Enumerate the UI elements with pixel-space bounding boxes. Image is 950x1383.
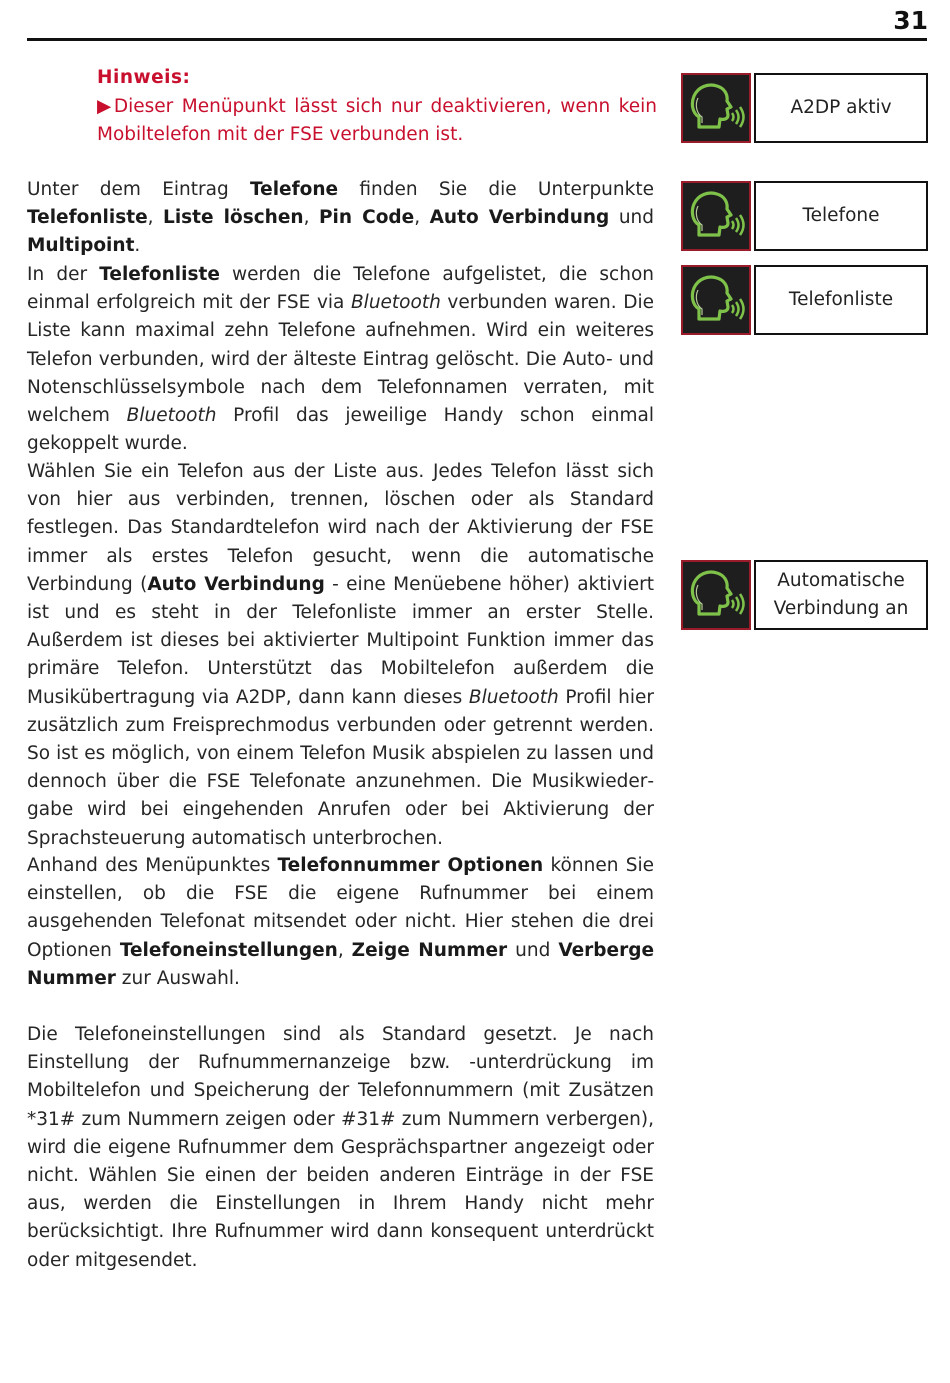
paragraph-3: Wählen Sie ein Telefon aus der Liste aus. Jedes Telefon lässt sich von hier aus verbinden, trennen, löschen oder als Standard festlegen. Das Standardtelefon wird nach der Aktivierung der FSE immer als erstes Telefon gesucht, wenn die automatische Verbindung (Auto Verbindung - eine Menüebene höher) aktiviert ist und es steht in der Telefonliste immer an erster Stelle. Außerdem ist dieses bei aktivierter Multipoint Funktion immer das primäre Telefon. Unterstützt das Mobiltelefon außerdem die Musikübertragung via A2DP, dann kann dieses Bluetooth Profil hier zusätzlich zum Freisprechmodus verbunden oder getrennt werden. So ist es möglich, von einem Telefon Musik abspielen zu lassen und dennoch über die FSE Telefonate anzunehmen. Die Musikwiedergabe wird bei eingehenden Anrufen oder bei Aktivierung der Sprachsteuerung automatisch unterbrochen.: [27, 461, 654, 849]
voice-head-icon: [681, 73, 751, 143]
menu-label: Automatische Verbindung an: [754, 560, 928, 630]
voice-head-icon: [681, 265, 751, 335]
hint-body: Dieser Menüpunkt lässt sich nur deaktivieren, wenn kein Mobiltelefon mit der FSE verbunden ist.: [97, 95, 657, 145]
triangle-right-icon: ▶: [97, 95, 114, 117]
paragraph-5: Die Telefoneinstellungen sind als Standard gesetzt. Je nach Einstellung der Rufnummernanzeige bzw. -unterdrückung im Mobiltelefon und Speicherung der Telefonnummern (mit Zusätzen *31# zum Nummern zeigen oder #31# zum Nummern verbergen), wird die eigene Rufnummer dem Gesprächspartner angezeigt oder nicht. Wählen Sie einen der beiden anderen Einträge in der FSE aus, werden die Einstellungen in Ihrem Handy nicht mehr berücksichtigt. Ihre Rufnummer wird dann konsequent unterdrückt oder mitgesendet.: [27, 1024, 654, 1271]
menu-entry-telefonliste: [681, 265, 928, 335]
menu-entry-telefone: [681, 181, 928, 251]
hint-title: Hinweis:: [97, 67, 191, 88]
voice-head-icon: [681, 560, 751, 630]
voice-head-icon: [681, 181, 751, 251]
paragraph-4: Anhand des Menüpunktes Telefonnummer Optionen können Sie einstellen, ob die FSE die eigene Rufnummer bei einem ausgehenden Telefonat mitsendet oder nicht. Hier stehen die drei Optionen Telefoneinstellungen, Zeige Nummer und Verberge Nummer zur Auswahl.: [27, 855, 654, 989]
menu-label: A2DP aktiv: [754, 73, 928, 143]
menu-label: Telefonliste: [754, 265, 928, 335]
hint-box: [97, 64, 657, 150]
page-number: 31: [893, 6, 928, 35]
menu-entry-auto-verbindung: [681, 560, 928, 630]
paragraph-1: Unter dem Eintrag Telefone finden Sie die Unterpunkte Telefonliste, Liste löschen, Pin Code, Auto Verbindung und Multipoint.: [27, 179, 655, 257]
hint-text: [97, 93, 657, 150]
menu-label: Telefone: [754, 181, 928, 251]
paragraph-2: In der Telefonliste werden die Telefone aufgelistet, die schon einmal erfolgreich mit der FSE via Bluetooth verbunden waren. Die Liste kann maximal zehn Telefone aufnehmen. Wird ein weiteres Telefon verbunden, wird der älteste Eintrag gelöscht. Die Auto- und Notenschlüsselsymbole nach dem Telefonnamen verraten, mit welchem Bluetooth Profil das jeweilige Handy schon einmal gekoppelt wurde.: [27, 264, 654, 455]
header-rule: [27, 38, 927, 41]
menu-entry-a2dp: [681, 73, 928, 143]
